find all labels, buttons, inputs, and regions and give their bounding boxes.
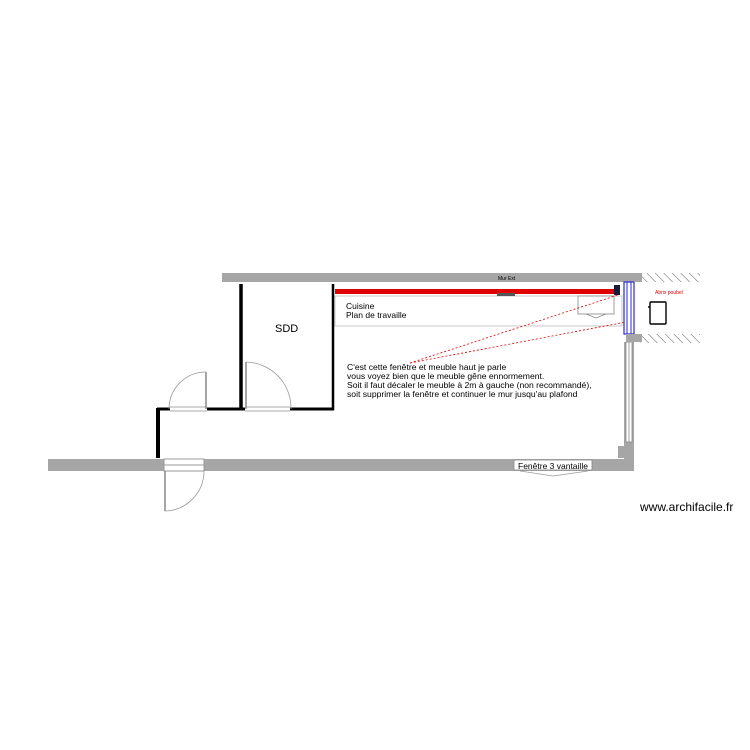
- note-line-3: Soit il faut décaler le meuble à 2m à gauche (non recommandé),: [347, 380, 592, 390]
- plan-travail-label: Plan de travaille: [346, 310, 407, 320]
- entrance-door: [165, 471, 204, 511]
- right-wall-corner: [618, 446, 634, 458]
- mur-ext-label: Mur Ext: [498, 276, 516, 282]
- fenetre-label: Fenêtre 3 vantaille: [518, 461, 588, 471]
- wall-stub-top: [634, 273, 642, 282]
- wall-stub-bottom: [626, 334, 642, 342]
- kitchen-sink: [578, 296, 614, 314]
- hatch-top: [640, 273, 700, 282]
- right-wall-top: [624, 282, 634, 334]
- hatch-bottom: [640, 334, 700, 343]
- watermark: www.archifacile.fr: [640, 500, 734, 514]
- cuisine-label: Cuisine: [346, 301, 375, 311]
- note-line-4: soit supprimer la fenêtre et continuer le mur jusqu'au plafond: [347, 389, 578, 399]
- pointer-line-2: [410, 322, 626, 363]
- top-exterior-wall: [222, 273, 635, 282]
- trash-bin-icon: [650, 302, 666, 324]
- wall-cabinet-highlight: [335, 289, 616, 294]
- abris-poubel-label: Abris poubel: [655, 290, 683, 296]
- corridor-door: [169, 372, 206, 409]
- note-line-2: vous voyez bien que le meuble gêne ennormement.: [347, 371, 545, 381]
- sdd-label: SDD: [275, 323, 299, 335]
- note-line-1: C'est cette fenêtre et meuble haut je parle: [347, 362, 507, 372]
- bottom-wall-left: [48, 459, 164, 471]
- sdd-door: [246, 362, 291, 409]
